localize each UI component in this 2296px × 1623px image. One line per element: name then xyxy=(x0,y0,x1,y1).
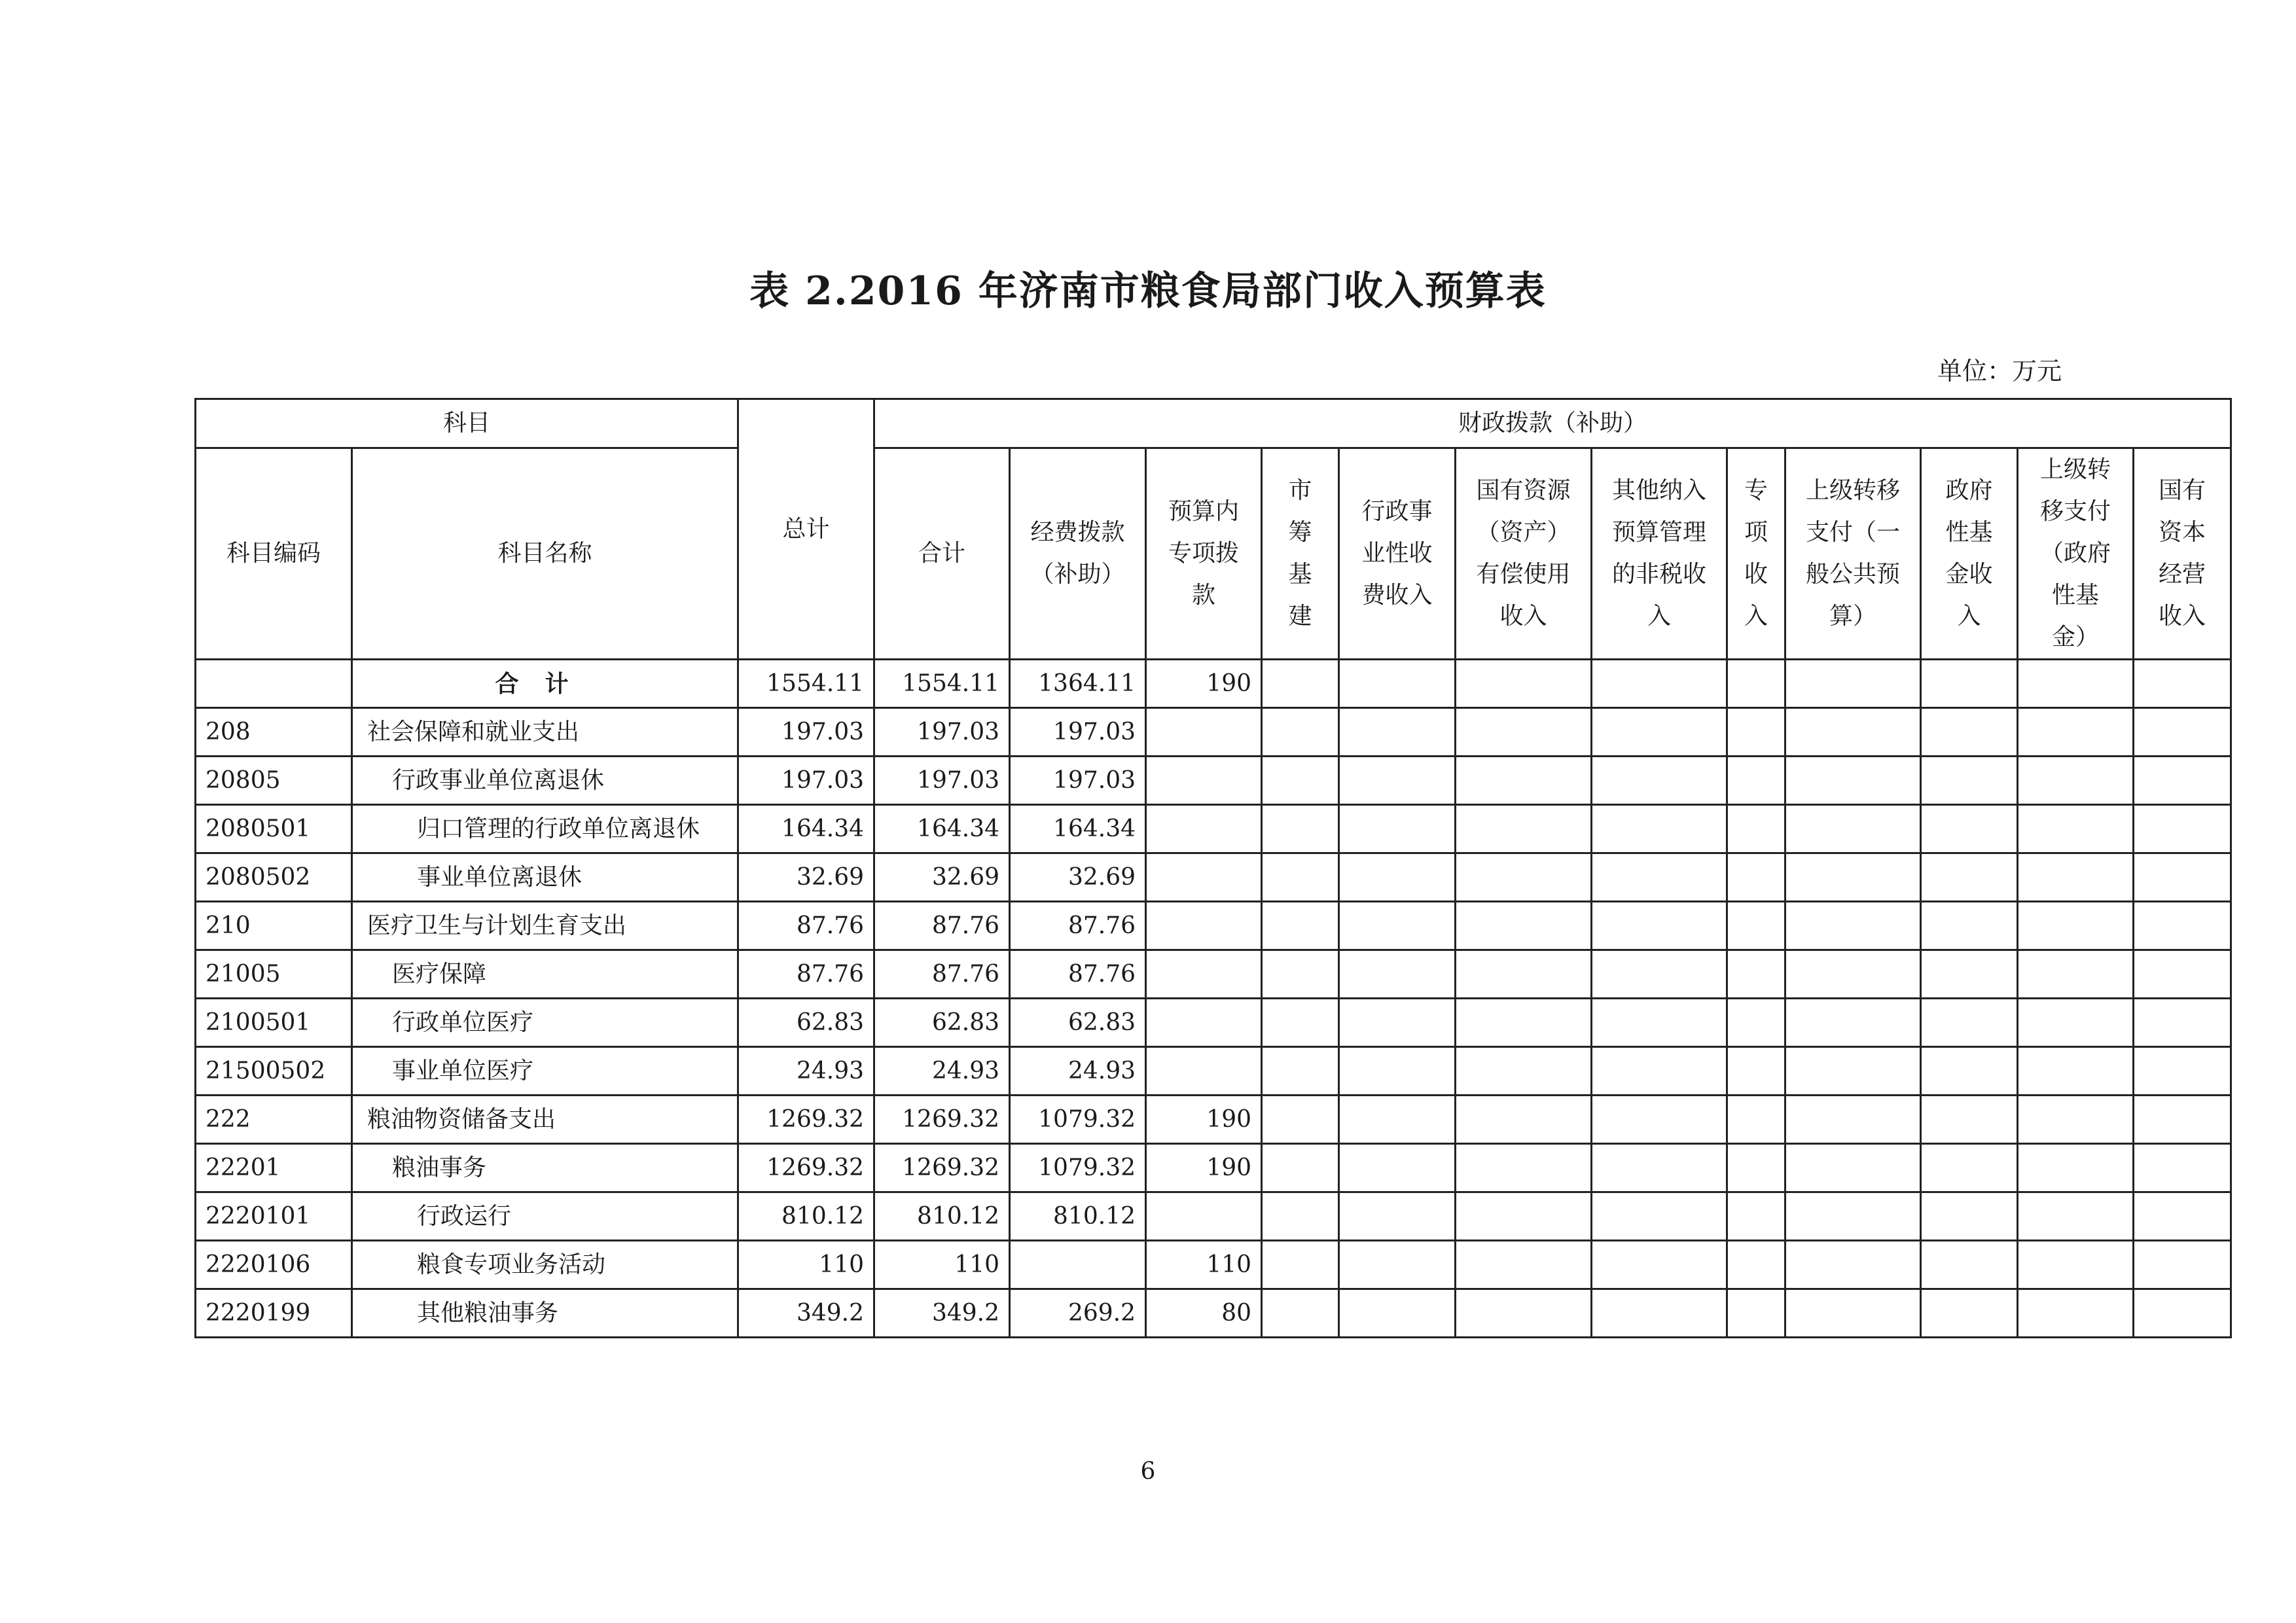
total-appropriation: 1364.11 xyxy=(1010,660,1146,708)
empty-cell xyxy=(1921,1289,2018,1338)
empty-cell xyxy=(1262,660,1339,708)
empty-cell xyxy=(2134,1096,2231,1144)
page-number: 6 xyxy=(1140,1458,1156,1485)
row-total: 87.76 xyxy=(738,902,874,950)
empty-cell xyxy=(1921,660,2018,708)
empty-cell xyxy=(1921,805,2018,853)
empty-cell xyxy=(1921,1241,2018,1289)
empty-cell xyxy=(1262,950,1339,999)
empty-cell xyxy=(1785,1241,1921,1289)
empty-cell xyxy=(1262,1144,1339,1192)
table-row xyxy=(196,1096,2231,1144)
empty-cell xyxy=(2134,902,2231,950)
empty-cell xyxy=(2134,1289,2231,1338)
header-other-nontax: 其他纳入预算管理的非税收入 xyxy=(1612,477,1707,630)
row-special xyxy=(1146,902,1262,950)
empty-cell xyxy=(1339,1241,1456,1289)
empty-cell xyxy=(1727,902,1785,950)
row-total: 164.34 xyxy=(738,805,874,853)
row-special xyxy=(1146,999,1262,1047)
row-code: 21005 xyxy=(196,950,352,999)
empty-cell xyxy=(2018,950,2134,999)
row-special: 110 xyxy=(1146,1241,1262,1289)
empty-cell xyxy=(1339,1192,1456,1241)
header-sum: 合计 xyxy=(874,448,1010,660)
empty-cell xyxy=(1785,1096,1921,1144)
empty-cell xyxy=(2018,757,2134,805)
empty-cell xyxy=(2018,1192,2134,1241)
table-row xyxy=(196,708,2231,757)
row-appropriation: 62.83 xyxy=(1010,999,1146,1047)
header-state-capital: 国有资本经营收入 xyxy=(2159,477,2206,630)
empty-cell xyxy=(2134,999,2231,1047)
row-sum: 87.76 xyxy=(874,902,1010,950)
row-total: 810.12 xyxy=(738,1192,874,1241)
row-code: 2080501 xyxy=(196,805,352,853)
row-sum: 24.93 xyxy=(874,1047,1010,1096)
row-total: 197.03 xyxy=(738,708,874,757)
empty-cell xyxy=(1727,660,1785,708)
row-code: 208 xyxy=(196,708,352,757)
empty-cell xyxy=(1785,1144,1921,1192)
table-row xyxy=(196,1144,2231,1192)
empty-cell xyxy=(1727,708,1785,757)
empty-cell xyxy=(1921,853,2018,902)
row-name: 行政事业单位离退休 xyxy=(352,757,738,805)
empty-cell xyxy=(1262,805,1339,853)
empty-cell xyxy=(1592,1192,1727,1241)
header-special: 预算内专项拨款 xyxy=(1168,498,1240,609)
empty-cell xyxy=(1727,805,1785,853)
empty-cell xyxy=(1592,1047,1727,1096)
row-name: 医疗保障 xyxy=(352,950,738,999)
row-name: 其他粮油事务 xyxy=(352,1289,738,1338)
empty-cell xyxy=(1262,1241,1339,1289)
table-row xyxy=(196,1289,2231,1338)
row-appropriation: 197.03 xyxy=(1010,708,1146,757)
total-code-cell xyxy=(196,660,352,708)
empty-cell xyxy=(2134,708,2231,757)
empty-cell xyxy=(1921,1047,2018,1096)
row-total: 87.76 xyxy=(738,950,874,999)
total-special: 190 xyxy=(1146,660,1262,708)
row-special: 190 xyxy=(1146,1096,1262,1144)
empty-cell xyxy=(1456,1096,1592,1144)
row-total: 197.03 xyxy=(738,757,874,805)
empty-cell xyxy=(1592,660,1727,708)
empty-cell xyxy=(1339,1096,1456,1144)
row-total: 24.93 xyxy=(738,1047,874,1096)
table-row xyxy=(196,1241,2231,1289)
row-appropriation: 87.76 xyxy=(1010,902,1146,950)
header-city-fund: 市筹基建 xyxy=(1288,477,1312,630)
empty-cell xyxy=(2134,950,2231,999)
unit-label: 单位：万元 xyxy=(1937,357,2062,385)
row-special: 190 xyxy=(1146,1144,1262,1192)
empty-cell xyxy=(1262,708,1339,757)
row-appropriation: 24.93 xyxy=(1010,1047,1146,1096)
table-row xyxy=(196,950,2231,999)
row-special xyxy=(1146,708,1262,757)
empty-cell xyxy=(1456,950,1592,999)
empty-cell xyxy=(1921,708,2018,757)
row-special xyxy=(1146,1047,1262,1096)
empty-cell xyxy=(1592,902,1727,950)
header-appropriation: 经费拨款（补助） xyxy=(1030,519,1125,588)
empty-cell xyxy=(1456,999,1592,1047)
empty-cell xyxy=(1921,999,2018,1047)
row-special: 80 xyxy=(1146,1289,1262,1338)
empty-cell xyxy=(1727,999,1785,1047)
row-name: 行政运行 xyxy=(352,1192,738,1241)
row-code: 2220199 xyxy=(196,1289,352,1338)
empty-cell xyxy=(1785,1047,1921,1096)
row-appropriation: 32.69 xyxy=(1010,853,1146,902)
total-sum: 1554.11 xyxy=(874,660,1010,708)
empty-cell xyxy=(1456,1144,1592,1192)
row-appropriation: 197.03 xyxy=(1010,757,1146,805)
empty-cell xyxy=(1727,757,1785,805)
empty-cell xyxy=(2134,1241,2231,1289)
empty-cell xyxy=(1456,1047,1592,1096)
header-name: 科目名称 xyxy=(352,448,738,660)
empty-cell xyxy=(1339,1144,1456,1192)
empty-cell xyxy=(1727,950,1785,999)
data-rows xyxy=(196,708,2231,1338)
row-sum: 1269.32 xyxy=(874,1096,1010,1144)
header-code: 科目编码 xyxy=(196,448,352,660)
empty-cell xyxy=(1262,1192,1339,1241)
row-special xyxy=(1146,950,1262,999)
row-appropriation: 810.12 xyxy=(1010,1192,1146,1241)
row-total: 349.2 xyxy=(738,1289,874,1338)
row-code: 20805 xyxy=(196,757,352,805)
empty-cell xyxy=(1921,1144,2018,1192)
empty-cell xyxy=(1456,1289,1592,1338)
empty-cell xyxy=(1727,1144,1785,1192)
empty-cell xyxy=(2018,902,2134,950)
empty-cell xyxy=(1339,950,1456,999)
empty-cell xyxy=(1592,853,1727,902)
empty-cell xyxy=(1785,1192,1921,1241)
row-sum: 32.69 xyxy=(874,853,1010,902)
row-code: 22201 xyxy=(196,1144,352,1192)
empty-cell xyxy=(2018,1241,2134,1289)
document-title: 表 2.2016 年济南市粮食局部门收入预算表 xyxy=(749,268,1547,314)
empty-cell xyxy=(1727,1241,1785,1289)
empty-cell xyxy=(1456,853,1592,902)
empty-cell xyxy=(1592,708,1727,757)
empty-cell xyxy=(2134,1192,2231,1241)
row-name: 归口管理的行政单位离退休 xyxy=(352,805,738,853)
total-row xyxy=(196,660,2231,708)
empty-cell xyxy=(1727,1192,1785,1241)
empty-cell xyxy=(1727,853,1785,902)
empty-cell xyxy=(1339,902,1456,950)
empty-cell xyxy=(1921,1192,2018,1241)
row-sum: 164.34 xyxy=(874,805,1010,853)
empty-cell xyxy=(1339,708,1456,757)
empty-cell xyxy=(1262,853,1339,902)
header-transfer-fund: 上级转移支付（政府性基金） xyxy=(2040,456,2111,651)
row-sum: 110 xyxy=(874,1241,1010,1289)
empty-cell xyxy=(1785,757,1921,805)
header-special-income: 专项收入 xyxy=(1744,477,1768,630)
table-row xyxy=(196,1192,2231,1241)
row-sum: 1269.32 xyxy=(874,1144,1010,1192)
empty-cell xyxy=(1785,902,1921,950)
header-fiscal: 财政拨款（补助） xyxy=(874,399,2231,448)
empty-cell xyxy=(1339,757,1456,805)
empty-cell xyxy=(2018,1096,2134,1144)
empty-cell xyxy=(1921,950,2018,999)
empty-cell xyxy=(1456,708,1592,757)
header-total: 总计 xyxy=(738,399,874,660)
empty-cell xyxy=(1339,853,1456,902)
row-appropriation: 87.76 xyxy=(1010,950,1146,999)
empty-cell xyxy=(1592,950,1727,999)
row-code: 2080502 xyxy=(196,853,352,902)
row-name: 行政单位医疗 xyxy=(352,999,738,1047)
empty-cell xyxy=(1921,1096,2018,1144)
empty-cell xyxy=(1592,805,1727,853)
table-row xyxy=(196,757,2231,805)
empty-cell xyxy=(1785,1289,1921,1338)
row-code: 222 xyxy=(196,1096,352,1144)
header-row-2 xyxy=(196,448,2231,660)
row-total: 110 xyxy=(738,1241,874,1289)
empty-cell xyxy=(2018,1144,2134,1192)
empty-cell xyxy=(2018,805,2134,853)
empty-cell xyxy=(1727,1289,1785,1338)
row-name: 事业单位医疗 xyxy=(352,1047,738,1096)
row-code: 210 xyxy=(196,902,352,950)
row-total: 62.83 xyxy=(738,999,874,1047)
row-sum: 810.12 xyxy=(874,1192,1010,1241)
empty-cell xyxy=(1262,1096,1339,1144)
row-code: 2220106 xyxy=(196,1241,352,1289)
table-row xyxy=(196,999,2231,1047)
empty-cell xyxy=(1339,805,1456,853)
row-code: 2220101 xyxy=(196,1192,352,1241)
row-sum: 349.2 xyxy=(874,1289,1010,1338)
empty-cell xyxy=(1592,1096,1727,1144)
empty-cell xyxy=(1785,708,1921,757)
row-special xyxy=(1146,1192,1262,1241)
empty-cell xyxy=(1592,1144,1727,1192)
row-name: 事业单位离退休 xyxy=(352,853,738,902)
empty-cell xyxy=(1456,660,1592,708)
empty-cell xyxy=(1262,999,1339,1047)
row-code: 21500502 xyxy=(196,1047,352,1096)
row-appropriation xyxy=(1010,1241,1146,1289)
empty-cell xyxy=(1785,660,1921,708)
empty-cell xyxy=(2018,708,2134,757)
empty-cell xyxy=(1592,1241,1727,1289)
row-total: 32.69 xyxy=(738,853,874,902)
row-total: 1269.32 xyxy=(738,1096,874,1144)
empty-cell xyxy=(2134,853,2231,902)
table-row xyxy=(196,805,2231,853)
empty-cell xyxy=(2018,1289,2134,1338)
empty-cell xyxy=(1262,1047,1339,1096)
empty-cell xyxy=(2134,660,2231,708)
row-name: 社会保障和就业支出 xyxy=(352,708,738,757)
empty-cell xyxy=(2134,805,2231,853)
empty-cell xyxy=(1727,1047,1785,1096)
row-sum: 87.76 xyxy=(874,950,1010,999)
empty-cell xyxy=(1456,1192,1592,1241)
empty-cell xyxy=(1785,999,1921,1047)
empty-cell xyxy=(2134,1144,2231,1192)
empty-cell xyxy=(1921,902,2018,950)
empty-cell xyxy=(1456,1241,1592,1289)
row-name: 医疗卫生与计划生育支出 xyxy=(352,902,738,950)
row-sum: 197.03 xyxy=(874,708,1010,757)
empty-cell xyxy=(1456,902,1592,950)
header-transfer-general: 上级转移支付（一般公共预算） xyxy=(1806,477,1901,630)
row-sum: 197.03 xyxy=(874,757,1010,805)
empty-cell xyxy=(1727,1096,1785,1144)
row-special xyxy=(1146,757,1262,805)
table-row xyxy=(196,1047,2231,1096)
budget-table xyxy=(194,398,2232,1338)
header-admin-fee: 行政事业性收费收入 xyxy=(1361,498,1433,609)
empty-cell xyxy=(1921,757,2018,805)
empty-cell xyxy=(2018,1047,2134,1096)
row-appropriation: 164.34 xyxy=(1010,805,1146,853)
empty-cell xyxy=(1785,805,1921,853)
header-state-assets: 国有资源（资产）有偿使用收入 xyxy=(1476,477,1571,630)
row-appropriation: 1079.32 xyxy=(1010,1144,1146,1192)
header-row-1 xyxy=(196,399,2231,448)
empty-cell xyxy=(1592,1289,1727,1338)
row-sum: 62.83 xyxy=(874,999,1010,1047)
row-name: 粮油事务 xyxy=(352,1144,738,1192)
row-appropriation: 269.2 xyxy=(1010,1289,1146,1338)
row-appropriation: 1079.32 xyxy=(1010,1096,1146,1144)
empty-cell xyxy=(2018,853,2134,902)
empty-cell xyxy=(1592,999,1727,1047)
header-gov-fund: 政府性基金收入 xyxy=(1945,477,1993,630)
empty-cell xyxy=(1339,1047,1456,1096)
empty-cell xyxy=(1785,950,1921,999)
empty-cell xyxy=(1456,805,1592,853)
row-code: 2100501 xyxy=(196,999,352,1047)
empty-cell xyxy=(1339,1289,1456,1338)
empty-cell xyxy=(2018,660,2134,708)
empty-cell xyxy=(1339,999,1456,1047)
empty-cell xyxy=(2134,757,2231,805)
row-special xyxy=(1146,805,1262,853)
empty-cell xyxy=(2018,999,2134,1047)
empty-cell xyxy=(1262,902,1339,950)
table-row xyxy=(196,853,2231,902)
empty-cell xyxy=(2134,1047,2231,1096)
row-name: 粮食专项业务活动 xyxy=(352,1241,738,1289)
empty-cell xyxy=(1339,660,1456,708)
table-row xyxy=(196,902,2231,950)
empty-cell xyxy=(1262,757,1339,805)
row-special xyxy=(1146,853,1262,902)
empty-cell xyxy=(1785,853,1921,902)
total-name: 合计 xyxy=(352,660,738,708)
row-name: 粮油物资储备支出 xyxy=(352,1096,738,1144)
row-total: 1269.32 xyxy=(738,1144,874,1192)
total-total: 1554.11 xyxy=(738,660,874,708)
empty-cell xyxy=(1456,757,1592,805)
header-subject: 科目 xyxy=(196,399,738,448)
empty-cell xyxy=(1592,757,1727,805)
empty-cell xyxy=(1262,1289,1339,1338)
